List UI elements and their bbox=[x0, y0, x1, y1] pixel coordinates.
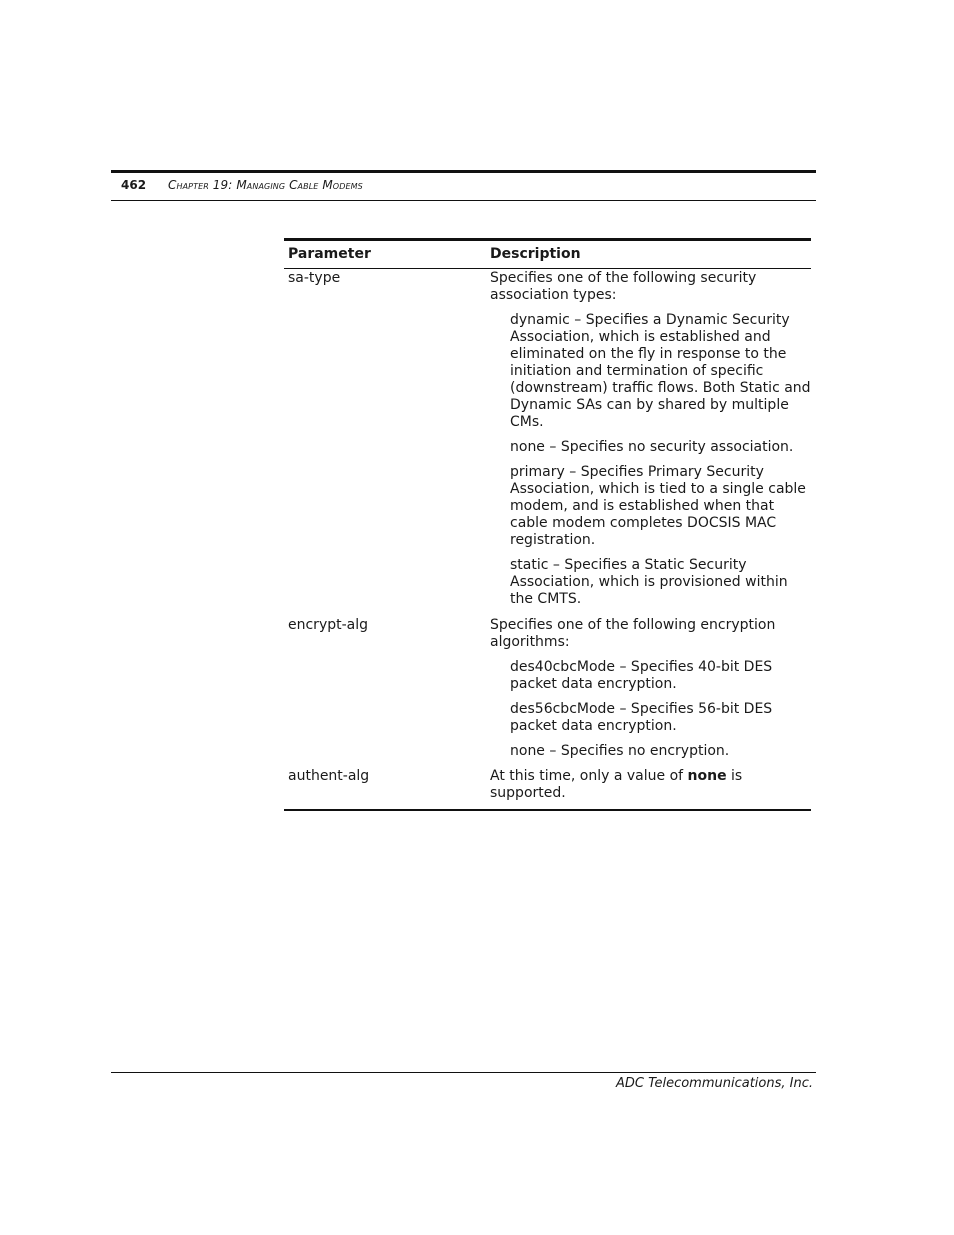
table-row bbox=[284, 768, 811, 802]
description-bold-value: none bbox=[687, 768, 727, 784]
option-des56cbcmode: des56cbcMode – Specifies 56-bit DES packet data encryption. bbox=[510, 701, 773, 734]
table-header bbox=[284, 241, 811, 269]
description-intro: Specifies one of the following encryption algorithms: bbox=[490, 617, 776, 650]
table-row bbox=[284, 617, 811, 760]
param-authent-alg: authent-alg bbox=[288, 768, 370, 784]
option-des40cbcmode: des40cbcMode – Specifies 40-bit DES packet data encryption. bbox=[510, 659, 773, 692]
param-encrypt-alg: encrypt-alg bbox=[288, 617, 369, 633]
description-text-end: is supported. bbox=[490, 768, 743, 801]
option-static: static – Specifies a Static Security Association, which is provisioned within the CMTS. bbox=[510, 557, 788, 607]
parameter-table bbox=[284, 238, 811, 811]
description-cell bbox=[486, 617, 811, 760]
option-primary: primary – Specifies Primary Security Association, which is tied to a single cable modem, and is established when that cable modem completes DOCSIS MAC registration. bbox=[510, 464, 806, 548]
column-header-parameter: Parameter bbox=[288, 246, 371, 262]
column-header-description: Description bbox=[490, 246, 581, 262]
page-number: 462 bbox=[121, 178, 147, 192]
option-none: none – Specifies no encryption. bbox=[510, 743, 730, 759]
footer-company: ADC Telecommunications, Inc. bbox=[616, 1076, 813, 1091]
description-intro: Specifies one of the following security association types: bbox=[490, 270, 757, 303]
option-dynamic: dynamic – Specifies a Dynamic Security Association, which is established and eliminated on the fly in response to the initiation and termination of specific (downstream) traffic flows. Both Static and Dynamic SAs can by shared by multiple CMs. bbox=[510, 312, 811, 430]
description-cell bbox=[486, 768, 811, 802]
chapter-title: Chapter 19: Managing Cable Modems bbox=[168, 178, 363, 192]
description-text: At this time, only a value of bbox=[490, 768, 688, 784]
table-row bbox=[284, 269, 811, 608]
param-sa-type: sa-type bbox=[288, 270, 341, 286]
footer-rule bbox=[111, 1072, 816, 1073]
option-none: none – Specifies no security association. bbox=[510, 439, 794, 455]
table-bottom-rule bbox=[284, 809, 811, 811]
description-cell bbox=[486, 270, 811, 608]
header-rule-top bbox=[111, 170, 816, 173]
header-rule-bottom bbox=[111, 200, 816, 201]
